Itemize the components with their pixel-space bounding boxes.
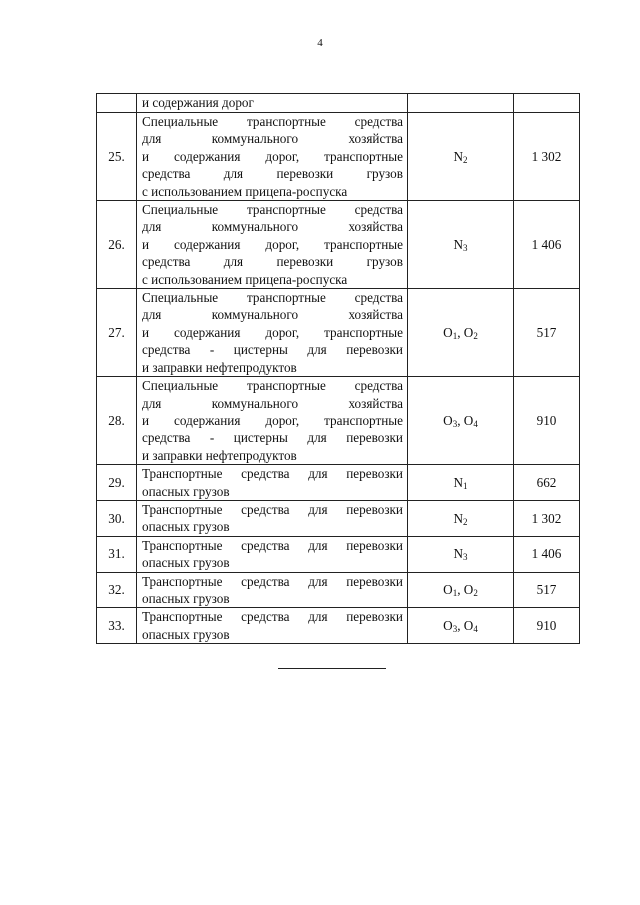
category-index: 2 [473,330,478,341]
table-row [97,500,580,536]
vehicle-fee-table [96,93,580,644]
category-letter: N [453,474,464,490]
category-letter: O [443,618,453,634]
description-line: Транспортные средства для перевозки [142,537,403,553]
fee-value: 662 [514,465,580,501]
category-letter: O [463,582,474,598]
vehicle-description [137,608,408,644]
vehicle-description [137,289,408,377]
description-line: и содержания дорог, транспортные [142,324,403,340]
description-line: Транспортные средства для перевозки [142,501,403,517]
fee-value: 517 [514,289,580,377]
category-index: 3 [452,418,458,429]
fee-value: 1 406 [514,201,580,289]
table-row [97,536,580,572]
vehicle-category: $O_1$, $O_2$ [408,572,514,608]
vehicle-category [408,536,514,572]
fee-value: 1 406 [514,536,580,572]
description-line: Транспортные средства для перевозки [142,573,403,589]
category-letter: O [443,582,453,598]
description-line: Специальные транспортные средства [142,378,403,394]
row-number: 25. [97,113,137,201]
category-index: 3 [452,624,458,635]
table-row [97,572,580,608]
vehicle-category [408,94,514,113]
vehicle-category: $O_3$, $O_4$ [408,608,514,644]
description-line: и содержания дорог, транспортные [142,412,403,428]
description-line: средства для перевозки грузов [142,166,403,182]
row-number: 26. [97,201,137,289]
table-row [97,377,580,465]
description-line: и заправки нефтепродуктов [142,447,297,463]
end-of-document-rule [278,668,386,669]
category-index: 4 [473,418,478,429]
category-letter: N [453,510,464,526]
description-line: и содержания дорог [142,95,254,111]
category-index: 1 [452,588,458,599]
table-row [97,201,580,289]
category-letter: O [463,618,474,634]
category-index: 2 [473,588,478,599]
row-number: 27. [97,289,137,377]
table-row [97,94,580,113]
vehicle-description [137,94,408,113]
description-line: с использованием прицепа-роспуска [142,271,348,287]
fee-value: 1 302 [514,113,580,201]
description-line: средства - цистерны для перевозки [142,342,403,358]
table-row [97,608,580,644]
row-number: 31. [97,536,137,572]
row-number: 32. [97,572,137,608]
fee-value: 1 302 [514,500,580,536]
description-line: средства - цистерны для перевозки [142,430,403,446]
category-index: 3 [463,552,468,563]
category-index: 2 [463,154,468,165]
category-letter: O [443,412,453,428]
description-line: опасных грузов [142,519,230,535]
description-line: Специальные транспортные средства [142,202,403,218]
description-line: опасных грузов [142,590,230,606]
description-line: и содержания дорог, транспортные [142,236,403,252]
row-number [97,94,137,113]
description-line: для коммунального хозяйства [142,131,403,147]
description-line: для коммунального хозяйства [142,395,403,411]
description-line: для коммунального хозяйства [142,219,403,235]
vehicle-description [137,500,408,536]
fee-value: 910 [514,377,580,465]
vehicle-category: $O_1$, $O_2$ [408,289,514,377]
vehicle-description [137,465,408,501]
description-line: с использованием прицепа-роспуска [142,183,348,199]
row-number: 33. [97,608,137,644]
category-letter: N [453,148,464,164]
row-number: 29. [97,465,137,501]
description-line: для коммунального хозяйства [142,307,403,323]
table-row [97,113,580,201]
description-line: и заправки нефтепродуктов [142,359,297,375]
category-index: 1 [463,480,468,491]
description-line: Транспортные средства для перевозки [142,609,403,625]
vehicle-description [137,377,408,465]
category-index: 2 [463,516,468,527]
category-letter: N [453,236,464,252]
fee-value: 910 [514,608,580,644]
category-index: 1 [452,330,458,341]
description-line: опасных грузов [142,483,230,499]
category-index: 4 [473,624,478,635]
fee-value: 517 [514,572,580,608]
category-letter: O [463,324,474,340]
description-line: и содержания дорог, транспортные [142,148,403,164]
table-row [97,289,580,377]
vehicle-category [408,465,514,501]
category-letter: O [443,324,453,340]
vehicle-description [137,572,408,608]
vehicle-category [408,500,514,536]
vehicle-category [408,113,514,201]
description-line: средства для перевозки грузов [142,254,403,270]
vehicle-description [137,536,408,572]
fee-value [514,94,580,113]
vehicle-category: $O_3$, $O_4$ [408,377,514,465]
description-line: Специальные транспортные средства [142,114,403,129]
row-number: 28. [97,377,137,465]
table-row [97,465,580,501]
category-letter: N [453,546,464,562]
page-number: 4 [317,37,323,49]
table-body [97,94,580,644]
row-number: 30. [97,500,137,536]
category-index: 3 [463,242,468,253]
vehicle-description [137,201,408,289]
vehicle-description [137,113,408,201]
description-line: Транспортные средства для перевозки [142,466,403,482]
vehicle-category [408,201,514,289]
description-line: опасных грузов [142,555,230,571]
category-letter: O [463,412,474,428]
description-line: Специальные транспортные средства [142,290,403,306]
description-line: опасных грузов [142,626,230,642]
